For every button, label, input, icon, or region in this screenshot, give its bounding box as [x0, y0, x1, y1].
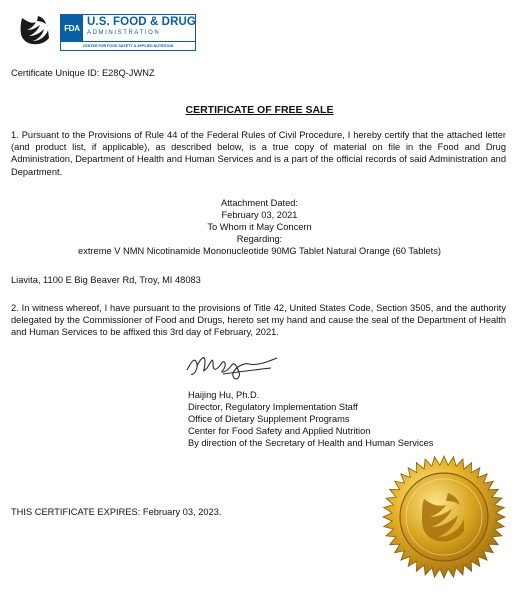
hhs-gold-seal-icon [382, 455, 506, 579]
signer-title: Director, Regulatory Implementation Staff [188, 402, 358, 412]
regarding-label: Regarding: [236, 234, 283, 244]
agency-subtitle: ADMINISTRATION [87, 30, 161, 36]
center-strip: CENTER FOR FOOD SAFETY & APPLIED NUTRITION [61, 41, 195, 50]
attachment-date: February 03, 2021 [221, 210, 298, 220]
signer-office: Office of Dietary Supplement Programs [188, 414, 350, 424]
paragraph-1: 1. Pursuant to the Provisions of Rule 44 of the Federal Rules of Civil Procedure, I hereby certify that the attached letter (and product list, if applicable), as described below, is a true copy of material on file in the Food and Drug Administration, Department of Health and Human Services and is a part of the official records of said Administration and Department. [11, 130, 506, 177]
attachment-dated-label: Attachment Dated: [221, 198, 298, 208]
fda-logo [60, 14, 196, 51]
signer-authority: By direction of the Secretary of Health and Human Services [188, 438, 434, 448]
company-address: Liavita, 1100 E Big Beaver Rd, Troy, MI 48083 [11, 275, 201, 285]
signer-block [188, 389, 433, 449]
paragraph-2: 2. In witness whereof, I have pursuant to the provisions of Title 42, United States Code, Section 3505, and the authority delegated by the Commissioner of Food and Drugs, hereto set my hand and cause the seal of the Department of Health and Human Services to be affixed this 3rd day of February, 2021. [11, 303, 506, 338]
expiration-line: THIS CERTIFICATE EXPIRES: February 03, 2023. [11, 507, 222, 517]
hhs-eagle-logo-icon [18, 12, 52, 46]
product-line: extreme V NMN Nicotinamide Mononucleotide 90MG Tablet Natural Orange (60 Tablets) [78, 246, 441, 256]
to-whom-line: To Whom it May Concern [207, 222, 312, 232]
signer-name: Haijing Hu, Ph.D. [188, 390, 260, 400]
fda-mark: FDA [61, 15, 83, 42]
certificate-unique-id: Certificate Unique ID: E28Q-JWNZ [11, 68, 155, 78]
agency-title: U.S. FOOD & DRUG [87, 16, 196, 28]
signature-graphic [183, 344, 283, 388]
signer-center: Center for Food Safety and Applied Nutrition [188, 426, 371, 436]
certificate-heading: CERTIFICATE OF FREE SALE [185, 104, 334, 116]
